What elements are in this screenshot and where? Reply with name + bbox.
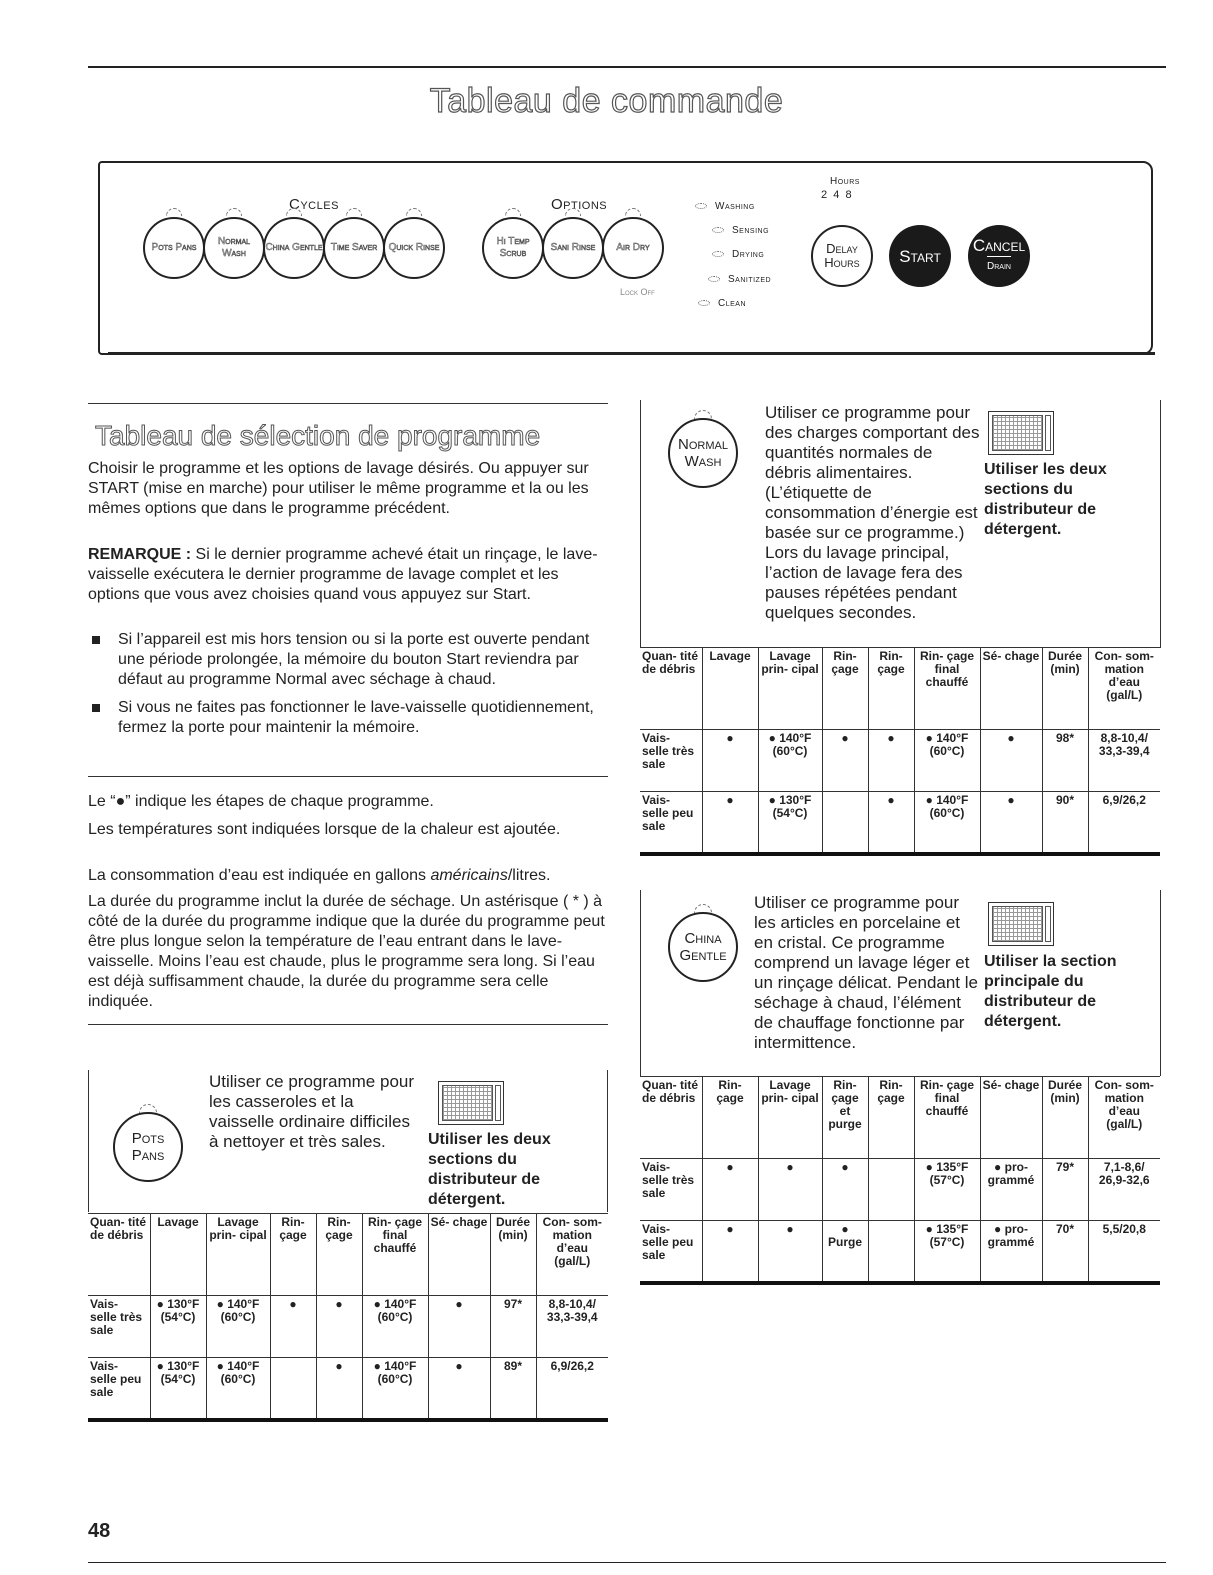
detergent-dispenser-icon	[438, 1081, 504, 1125]
column-header: Durée (min)	[490, 1214, 536, 1296]
program-rule	[607, 1070, 608, 1212]
column-header: Rin- çage final chauffé	[362, 1214, 428, 1296]
table-cell: ● 130°F (54°C)	[150, 1296, 206, 1358]
table-cell: Vais- selle très sale	[642, 1160, 695, 1200]
table-cell: ●	[868, 730, 914, 792]
normal-wash-description: Utiliser ce programme pour des charges comportant des quantités normales de débris alimentaires. (L’étiquette de consommation d’énergie est basée sur ce programme.) Lors du lavage principal, l’action de lavage fera des pauses répétées pendant quelques secondes.	[765, 403, 980, 622]
column-header: Rin- çage	[868, 648, 914, 730]
table-cell: 6,9/26,2	[536, 1358, 608, 1420]
normal-wash-badge: Normal Wash	[668, 418, 738, 488]
table-cell: ● pro- grammé	[980, 1221, 1042, 1283]
table-header-row	[88, 1214, 608, 1296]
water-text: La consommation d’eau est indiquée en gallons américains/litres.	[88, 867, 551, 884]
column-header: Sé- chage	[428, 1214, 490, 1296]
indicator-light-icon	[694, 410, 712, 419]
program-rule	[640, 890, 641, 1076]
table-cell: ●	[702, 792, 758, 854]
option-button-hi-temp-scrub[interactable]: Hi Temp Scrub	[482, 217, 544, 279]
status-light-icon	[698, 300, 710, 306]
section-rule	[88, 776, 608, 777]
table-cell: ●	[758, 1159, 822, 1221]
table-cell: 6,9/26,2	[1088, 792, 1160, 854]
column-header: Quan- tité de débris	[642, 649, 698, 676]
section-rule	[88, 403, 608, 404]
section-rule	[88, 1024, 608, 1025]
column-header: Rin- çage et purge	[822, 1077, 868, 1159]
bottom-rule	[88, 1562, 1166, 1563]
cycle-button-normal-wash[interactable]: Normal Wash	[203, 217, 265, 279]
status-light-icon	[712, 227, 724, 233]
program-rule	[640, 400, 641, 648]
control-panel-shadow	[108, 352, 1155, 355]
table-row	[640, 730, 1160, 792]
column-header: Con- som- mation d’eau (gal/L)	[536, 1214, 608, 1296]
column-header: Quan- tité de débris	[90, 1215, 146, 1242]
table-cell: ● 135°F (57°C)	[914, 1159, 980, 1221]
normal-wash-detergent: Utiliser les deux sections du distributeur de détergent.	[984, 461, 1107, 538]
cancel-drain-button[interactable]: Cancel Drain	[968, 225, 1030, 287]
table-row	[88, 1296, 608, 1358]
column-header: Sé- chage	[980, 648, 1042, 730]
table-cell: ●	[980, 730, 1042, 792]
page-number: 48	[88, 1520, 111, 1542]
table-cell: 7,1-8,6/ 26,9-32,6	[1088, 1159, 1160, 1221]
cycle-button-pots-pans[interactable]: Pots Pans	[143, 217, 205, 279]
table-header-row	[640, 648, 1160, 730]
options-label: Options	[551, 196, 608, 213]
status-drying: Drying	[712, 249, 764, 260]
table-cell: Vais- selle très sale	[90, 1297, 143, 1337]
table-header-row	[640, 1077, 1160, 1159]
hours-label: Hours	[830, 176, 860, 187]
start-button[interactable]: Start	[889, 225, 951, 287]
table-cell: ●	[822, 1159, 868, 1221]
status-sensing: Sensing	[712, 225, 769, 236]
china-gentle-badge: China Gentle	[668, 912, 738, 982]
cycle-button-china-gentle[interactable]: China Gentle	[263, 217, 325, 279]
table-cell: 89*	[490, 1358, 536, 1420]
selection-intro: Choisir le programme et les options de lavage désirés. Ou appuyer sur START (mise en marche) pour utiliser le même programme et la ou les mêmes options que dans le programme précédent.	[88, 460, 589, 517]
table-cell: ●	[868, 792, 914, 854]
status-light-icon	[708, 276, 720, 282]
column-header: Con- som- mation d’eau (gal/L)	[1088, 1077, 1160, 1159]
column-header: Lavage prin- cipal	[758, 648, 822, 730]
column-header: Rin- çage final chauffé	[914, 648, 980, 730]
hours-values: 2 4 8	[821, 189, 852, 201]
table-cell	[822, 792, 868, 854]
delay-hours-button[interactable]: Delay Hours	[811, 225, 873, 287]
lock-off-label: Lock Off	[620, 287, 655, 297]
pots-pans-description: Utiliser ce programme pour les casseroles et la vaisselle ordinaire difficiles à nettoyer et très sales.	[209, 1072, 415, 1151]
china-gentle-description: Utiliser ce programme pour les articles en porcelaine et en cristal. Ce programme comprend un lavage léger et un rinçage délicat. Pendant le séchage à chaud, l’élément de chauffage fonctionne par intermittence.	[754, 893, 978, 1052]
column-header: Durée (min)	[1042, 1077, 1088, 1159]
cycle-button-time-saver[interactable]: Time Saver	[323, 217, 385, 279]
table-cell: ● Purge	[822, 1221, 868, 1283]
cycle-button-quick-rinse[interactable]: Quick Rinse	[383, 217, 445, 279]
temps-text: Les températures sont indiquées lorsque de la chaleur est ajoutée.	[88, 821, 561, 838]
column-header: Lavage prin- cipal	[206, 1214, 270, 1296]
selection-title: Tableau de sélection de programme	[95, 420, 541, 451]
status-sanitized: Sanitized	[708, 274, 771, 285]
table-cell: ●	[702, 1221, 758, 1283]
list-item: Si l’appareil est mis hors tension ou si la porte est ouverte pendant une période prolongée, la mémoire du bouton Start reviendra par défaut au programme Normal avec séchage à chaud.	[88, 630, 608, 690]
table-cell: ●	[822, 730, 868, 792]
table-cell: ● 140°F (60°C)	[206, 1296, 270, 1358]
pots-pans-badge: Pots Pans	[113, 1112, 183, 1182]
table-cell: ●	[270, 1296, 316, 1358]
status-light-icon	[712, 251, 724, 257]
table-cell: Vais- selle peu sale	[642, 793, 694, 833]
table-row	[640, 792, 1160, 854]
table-cell: ● 140°F (60°C)	[758, 730, 822, 792]
normal-wash-table	[640, 647, 1160, 856]
table-cell: ● 140°F (60°C)	[206, 1358, 270, 1420]
table-cell	[868, 1221, 914, 1283]
column-header: Lavage prin- cipal	[758, 1077, 822, 1159]
table-cell: ● 140°F (60°C)	[362, 1358, 428, 1420]
table-cell: ● 140°F (60°C)	[914, 792, 980, 854]
table-cell: ● 130°F (54°C)	[150, 1358, 206, 1420]
detergent-dispenser-icon	[988, 902, 1054, 946]
top-rule	[88, 66, 1166, 68]
pots-pans-table	[88, 1213, 608, 1422]
table-cell: ●	[702, 1159, 758, 1221]
table-cell: ● 140°F (60°C)	[362, 1296, 428, 1358]
program-rule	[1160, 400, 1161, 648]
cycles-label: Cycles	[289, 196, 339, 213]
table-cell: ● 130°F (54°C)	[758, 792, 822, 854]
table-cell: 5,5/20,8	[1088, 1221, 1160, 1283]
table-cell: 70*	[1042, 1221, 1088, 1283]
table-cell	[270, 1358, 316, 1420]
status-clean: Clean	[698, 298, 746, 309]
china-gentle-detergent: Utiliser la section principale du distributeur de détergent.	[984, 953, 1117, 1030]
table-row	[640, 1159, 1160, 1221]
table-cell: ●	[316, 1296, 362, 1358]
table-cell: ●	[980, 792, 1042, 854]
table-row	[88, 1358, 608, 1420]
table-cell: Vais- selle peu sale	[90, 1359, 142, 1399]
table-cell: ● pro- grammé	[980, 1159, 1042, 1221]
table-cell: ● 135°F (57°C)	[914, 1221, 980, 1283]
table-cell: 98*	[1042, 730, 1088, 792]
legend-text: Le “●” indique les étapes de chaque programme.	[88, 793, 434, 810]
table-cell: ●	[428, 1358, 490, 1420]
column-header: Con- som- mation d’eau (gal/L)	[1088, 648, 1160, 730]
page-title: Tableau de commande	[429, 82, 784, 120]
selection-remark: REMARQUE : Si le dernier programme achevé était un rinçage, le lave-vaisselle exécutera le dernier programme de lavage complet et les options que vous avez choisies quand vous appuyez sur Start.	[88, 546, 598, 603]
table-cell: 8,8-10,4/ 33,3-39,4	[536, 1296, 608, 1358]
option-button-sani-rinse[interactable]: Sani Rinse	[542, 217, 604, 279]
table-cell: ● 140°F (60°C)	[914, 730, 980, 792]
table-cell: 8,8-10,4/ 33,3-39,4	[1088, 730, 1160, 792]
column-header: Rin- çage	[868, 1077, 914, 1159]
table-cell: Vais- selle très sale	[642, 731, 695, 771]
selection-bullets	[88, 630, 608, 746]
column-header: Durée (min)	[1042, 648, 1088, 730]
detergent-dispenser-icon	[988, 411, 1054, 455]
list-item: Si vous ne faites pas fonctionner le lave-vaisselle quotidiennement, fermez la porte pour maintenir la mémoire.	[88, 698, 608, 738]
pots-pans-detergent: Utiliser les deux sections du distributeur de détergent.	[428, 1131, 551, 1208]
table-cell: 90*	[1042, 792, 1088, 854]
table-cell: Vais- selle peu sale	[642, 1222, 694, 1262]
table-cell	[868, 1159, 914, 1221]
indicator-light-icon	[694, 904, 712, 913]
column-header: Rin- çage final chauffé	[914, 1077, 980, 1159]
table-cell: 97*	[490, 1296, 536, 1358]
table-cell: ●	[758, 1221, 822, 1283]
status-light-icon	[695, 203, 707, 209]
table-cell: ●	[428, 1296, 490, 1358]
column-header: Rin- çage	[316, 1214, 362, 1296]
table-cell: 79*	[1042, 1159, 1088, 1221]
program-rule	[88, 1070, 89, 1212]
column-header: Sé- chage	[980, 1077, 1042, 1159]
table-cell: ●	[316, 1358, 362, 1420]
column-header: Lavage	[150, 1214, 206, 1296]
table-cell: ●	[702, 730, 758, 792]
indicator-light-icon	[139, 1104, 157, 1113]
column-header: Rin- çage	[702, 1077, 758, 1159]
china-gentle-table	[640, 1076, 1160, 1285]
program-rule	[1160, 890, 1161, 1076]
duration-text: La durée du programme inclut la durée de séchage. Un astérisque ( * ) à côté de la durée du programme indique que la durée du programme peut être plus longue selon la température de l’eau entrant dans le lave-vaisselle. Moins l’eau est chaude, plus le programme sera long. Si l’eau est déjà suffisamment chaude, la durée du programme sera celle indiquée.	[88, 893, 605, 1010]
table-row	[640, 1221, 1160, 1283]
status-washing: Washing	[695, 201, 755, 212]
column-header: Quan- tité de débris	[642, 1078, 698, 1105]
column-header: Lavage	[702, 648, 758, 730]
option-button-air-dry[interactable]: Air Dry	[602, 217, 664, 279]
column-header: Rin- çage	[822, 648, 868, 730]
column-header: Rin- çage	[270, 1214, 316, 1296]
